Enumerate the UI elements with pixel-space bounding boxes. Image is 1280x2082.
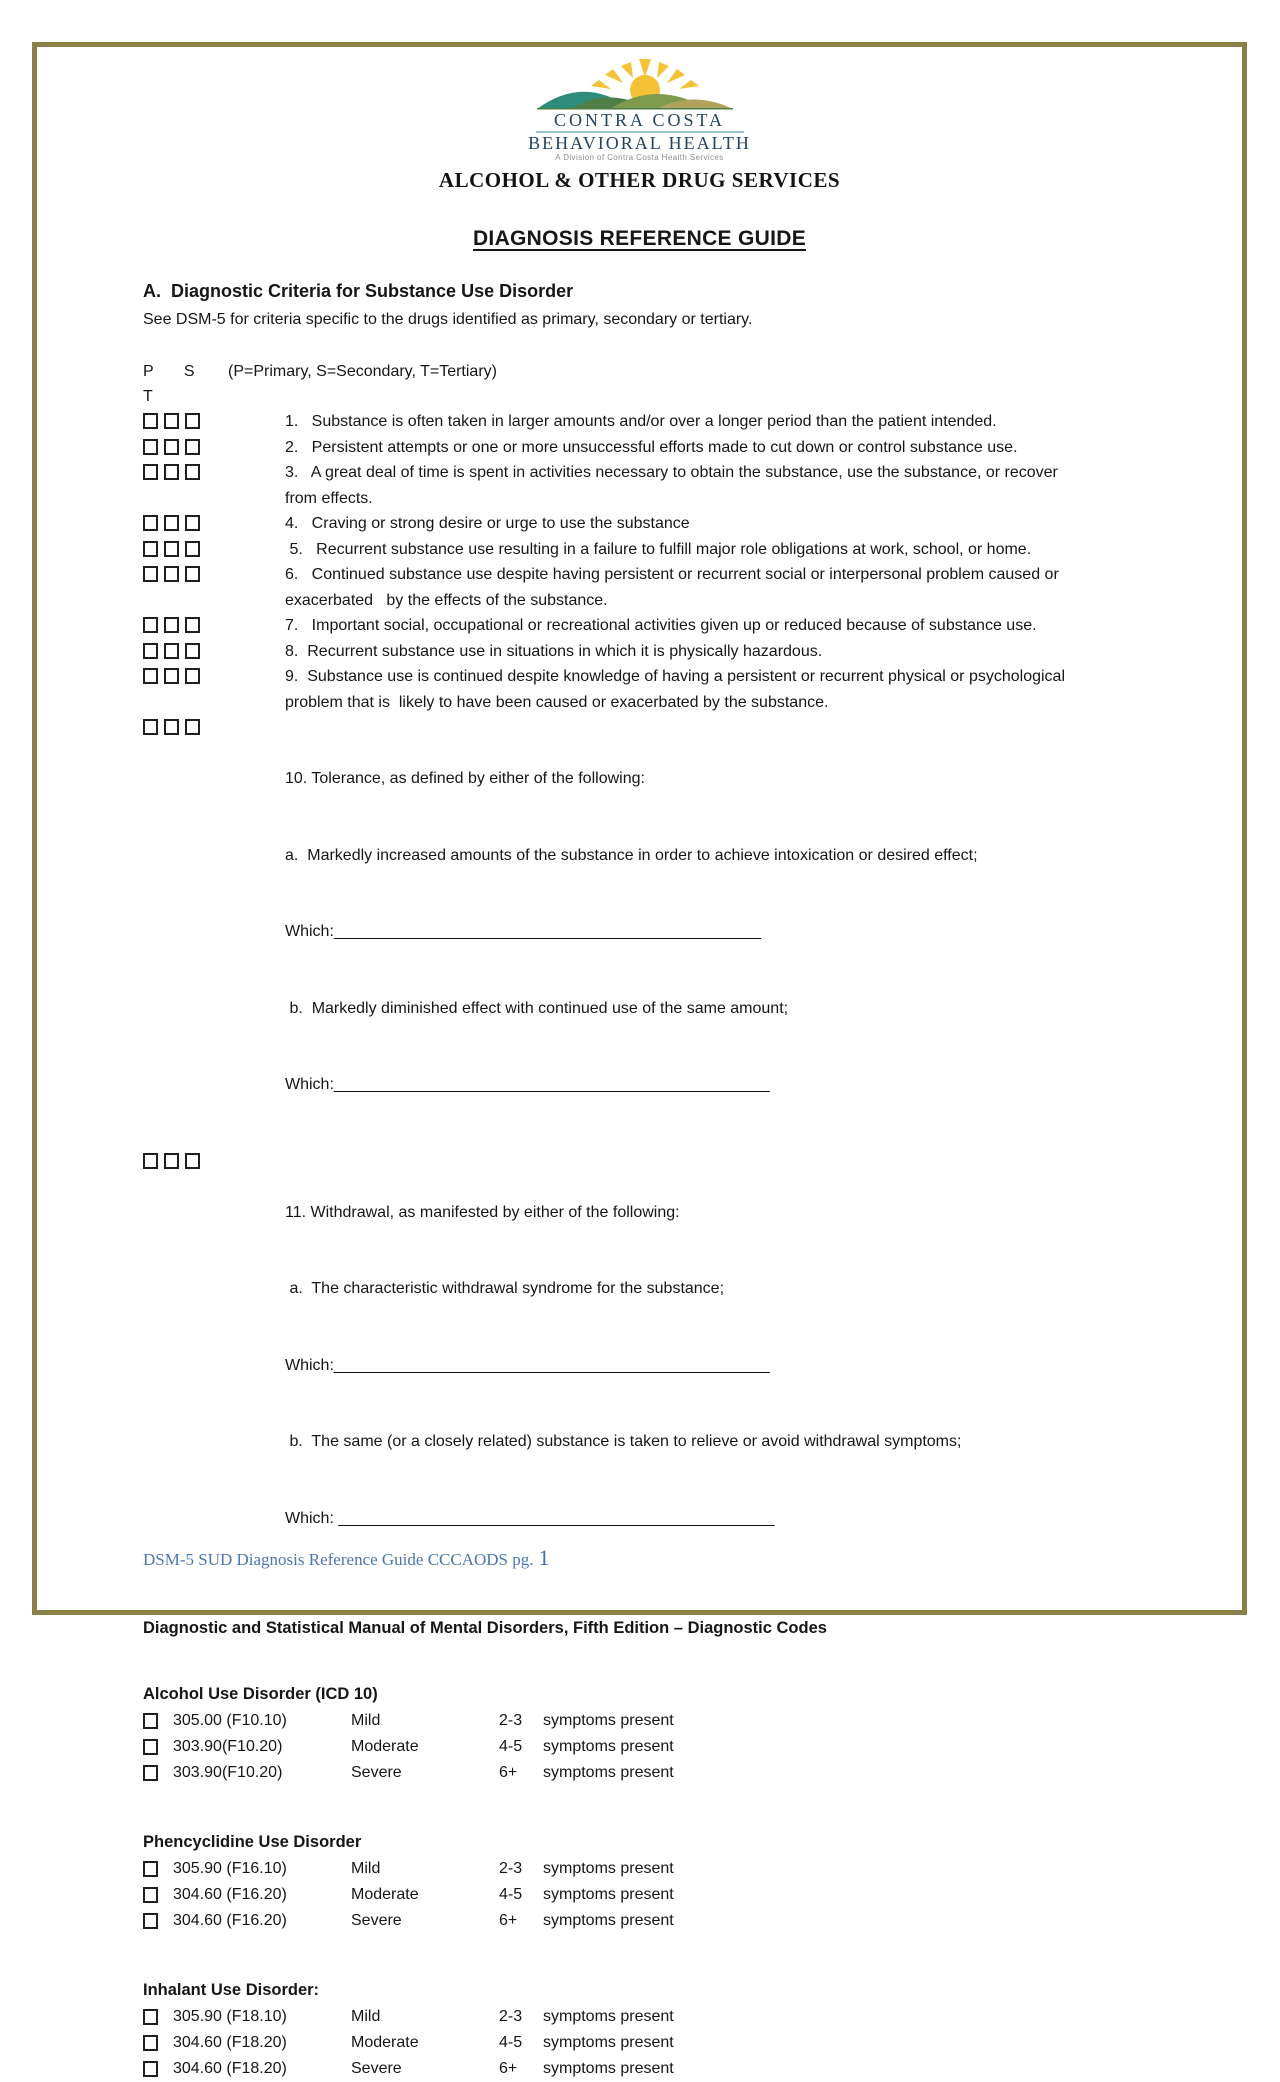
criterion-text: 1. Substance is often taken in larger amounts and/or over a longer period than the patient intended. xyxy=(285,413,997,430)
checkbox-p[interactable] xyxy=(143,515,158,531)
checkbox-p[interactable] xyxy=(143,668,158,684)
severity-label: Moderate xyxy=(351,2034,419,2051)
severity-label: Mild xyxy=(351,1860,381,1877)
severity-label: Mild xyxy=(351,2008,381,2025)
symptom-note: symptoms present xyxy=(543,2008,674,2025)
page-title: DIAGNOSIS REFERENCE GUIDE xyxy=(472,227,807,250)
criterion-text: 8. Recurrent substance use in situations in which it is physically hazardous. xyxy=(285,642,823,660)
symptom-note: symptoms present xyxy=(543,2060,674,2077)
code-value: 304.60 (F16.20) xyxy=(173,1912,287,1929)
symptom-count: 4-5 xyxy=(499,1738,523,1755)
criterion-row xyxy=(143,639,1173,665)
checkbox-t[interactable] xyxy=(185,439,200,455)
code-row xyxy=(143,2004,1173,2030)
code-checkbox[interactable] xyxy=(143,2035,158,2051)
header xyxy=(37,59,1242,193)
which-blank-line[interactable]: Which: _________________________________________________ xyxy=(285,1509,775,1527)
code-value: 303.90(F10.20) xyxy=(173,1764,283,1781)
severity-label: Moderate xyxy=(351,1886,419,1903)
criterion-text xyxy=(285,715,1085,1149)
checkbox-t[interactable] xyxy=(185,719,200,735)
code-rows xyxy=(143,2004,1173,2082)
criterion-main: 11. Withdrawal, as manifested by either of the following: xyxy=(285,1203,680,1221)
pst-checkbox-group xyxy=(143,715,285,735)
severity-label: Severe xyxy=(351,1764,402,1781)
checkbox-s[interactable] xyxy=(164,515,179,531)
which-blank-line[interactable]: Which:_________________________________________________ xyxy=(285,1356,770,1374)
codes-heading: Diagnostic and Statistical Manual of Mental Disorders, Fifth Edition – Diagnostic Codes xyxy=(143,1619,827,1637)
checkbox-t[interactable] xyxy=(185,464,200,480)
symptom-count: 6+ xyxy=(499,2060,518,2077)
checkbox-p[interactable] xyxy=(143,541,158,557)
pst-checkbox-group xyxy=(143,639,285,659)
code-rows xyxy=(143,1708,1173,1786)
checkbox-s[interactable] xyxy=(164,566,179,582)
symptom-count: 6+ xyxy=(499,1764,518,1781)
criterion-row xyxy=(143,1149,1173,1583)
logo-line2: BEHAVIORAL HEALTH xyxy=(528,133,751,153)
code-row xyxy=(143,1734,1173,1760)
pst-checkbox-group xyxy=(143,435,285,455)
code-row xyxy=(143,1708,1173,1734)
criterion-sub-a: a. The characteristic withdrawal syndrome for the substance; xyxy=(285,1280,725,1297)
logo-tagline: A Division of Contra Costa Health Services xyxy=(555,153,724,162)
symptom-note: symptoms present xyxy=(543,1886,674,1903)
code-checkbox[interactable] xyxy=(143,1887,158,1903)
page-footer xyxy=(143,1545,550,1571)
criterion-text: 4. Craving or strong desire or urge to use the substance xyxy=(285,515,690,532)
symptom-count: 4-5 xyxy=(499,2034,523,2051)
symptom-note: symptoms present xyxy=(543,2034,674,2051)
code-row xyxy=(143,1882,1173,1908)
code-row xyxy=(143,2056,1173,2082)
code-value: 304.60 (F18.20) xyxy=(173,2034,287,2051)
code-row xyxy=(143,1760,1173,1786)
pst-legend-line xyxy=(143,359,1173,409)
symptom-count: 2-3 xyxy=(499,2008,523,2025)
severity-label: Severe xyxy=(351,2060,402,2077)
code-rows xyxy=(143,1856,1173,1934)
code-section-title-inhalant: Inhalant Use Disorder: xyxy=(143,1981,320,1999)
severity-label: Mild xyxy=(351,1712,381,1729)
symptom-note: symptoms present xyxy=(543,1912,674,1929)
checkbox-s[interactable] xyxy=(164,1153,179,1169)
code-value: 305.90 (F18.10) xyxy=(173,2008,287,2025)
pst-checkbox-group xyxy=(143,562,285,582)
checkbox-p[interactable] xyxy=(143,643,158,659)
code-value: 304.60 (F16.20) xyxy=(173,1886,287,1903)
contra-costa-logo-icon xyxy=(525,59,755,111)
checkbox-t[interactable] xyxy=(185,541,200,557)
checkbox-t[interactable] xyxy=(185,668,200,684)
checkbox-p[interactable] xyxy=(143,566,158,582)
code-value: 303.90(F10.20) xyxy=(173,1738,283,1755)
symptom-count: 6+ xyxy=(499,1912,518,1929)
checkbox-p[interactable] xyxy=(143,1153,158,1169)
symptom-note: symptoms present xyxy=(543,1738,674,1755)
criterion-row xyxy=(143,715,1173,1149)
criterion-text: 7. Important social, occupational or recreational activities given up or reduced because of substance use. xyxy=(285,617,1037,634)
code-value: 304.60 (F18.20) xyxy=(173,2060,287,2077)
criterion-text: 2. Persistent attempts or one or more unsuccessful efforts made to cut down or control substance use. xyxy=(285,438,1018,456)
footer-text: DSM-5 SUD Diagnosis Reference Guide CCCAODS pg. xyxy=(143,1550,534,1569)
checkbox-s[interactable] xyxy=(164,719,179,735)
code-row xyxy=(143,1908,1173,1934)
criterion-row xyxy=(143,562,1173,613)
code-section-title-phencyclidine: Phencyclidine Use Disorder xyxy=(143,1833,362,1851)
checkbox-s[interactable] xyxy=(164,668,179,684)
criterion-text: 9. Substance use is continued despite knowledge of having a persistent or recurrent physical or psychological problem that is likely to have been caused or exacerbated by the substance. xyxy=(285,668,1070,711)
section-a-heading: A. Diagnostic Criteria for Substance Use Disorder xyxy=(143,281,574,301)
checkbox-p[interactable] xyxy=(143,413,158,429)
criterion-text xyxy=(285,1149,1085,1583)
checkbox-t[interactable] xyxy=(185,643,200,659)
criterion-row xyxy=(143,613,1173,639)
criterion-row xyxy=(143,664,1173,715)
page-number: 1 xyxy=(538,1545,550,1570)
code-checkbox[interactable] xyxy=(143,1713,158,1729)
pst-letters: P S T xyxy=(143,363,208,405)
checkbox-s[interactable] xyxy=(164,541,179,557)
symptom-count: 2-3 xyxy=(499,1860,523,1877)
pst-checkbox-group xyxy=(143,613,285,633)
severity-label: Moderate xyxy=(351,1738,419,1755)
logo-line1: CONTRA COSTA xyxy=(553,110,726,130)
criterion-text: 3. A great deal of time is spent in activities necessary to obtain the substance, use the substance, or recover from effects. xyxy=(285,464,1063,507)
code-checkbox[interactable] xyxy=(143,1739,158,1755)
pst-checkbox-group xyxy=(143,409,285,429)
symptom-count: 4-5 xyxy=(499,1886,523,1903)
which-blank-line[interactable]: Which:________________________________________________ xyxy=(285,923,762,940)
code-section-title-alcohol: Alcohol Use Disorder (ICD 10) xyxy=(143,1685,378,1703)
pst-checkbox-group xyxy=(143,460,285,480)
checkbox-s[interactable] xyxy=(164,464,179,480)
criterion-row xyxy=(143,460,1173,511)
which-blank-line[interactable]: Which:_________________________________________________ xyxy=(285,1076,770,1093)
symptom-note: symptoms present xyxy=(543,1712,674,1729)
pst-checkbox-group xyxy=(143,537,285,557)
pst-checkbox-group xyxy=(143,511,285,531)
body-column xyxy=(143,281,1173,2082)
checkbox-p[interactable] xyxy=(143,439,158,455)
criterion-row xyxy=(143,409,1173,435)
checkbox-p[interactable] xyxy=(143,464,158,480)
code-checkbox[interactable] xyxy=(143,2009,158,2025)
criterion-sub-a: a. Markedly increased amounts of the substance in order to achieve intoxication or desired effect; xyxy=(285,846,978,864)
code-checkbox[interactable] xyxy=(143,1913,158,1929)
checkbox-p[interactable] xyxy=(143,719,158,735)
code-checkbox[interactable] xyxy=(143,1765,158,1781)
checkbox-t[interactable] xyxy=(185,515,200,531)
checkbox-s[interactable] xyxy=(164,413,179,429)
code-value: 305.00 (F10.10) xyxy=(173,1712,287,1729)
checkbox-s[interactable] xyxy=(164,617,179,633)
checkbox-s[interactable] xyxy=(164,643,179,659)
pst-legend: (P=Primary, S=Secondary, T=Tertiary) xyxy=(228,363,497,380)
code-checkbox[interactable] xyxy=(143,2061,158,2077)
checkbox-t[interactable] xyxy=(185,566,200,582)
checkbox-t[interactable] xyxy=(185,1153,200,1169)
checkbox-s[interactable] xyxy=(164,439,179,455)
checkbox-p[interactable] xyxy=(143,617,158,633)
criterion-sub-b: b. Markedly diminished effect with continued use of the same amount; xyxy=(285,999,789,1017)
criterion-text: 5. Recurrent substance use resulting in a failure to fulfill major role obligations at work, school, or home. xyxy=(285,540,1032,558)
code-value: 305.90 (F16.10) xyxy=(173,1860,287,1877)
pst-checkbox-group xyxy=(143,664,285,684)
criterion-sub-b: b. The same (or a closely related) substance is taken to relieve or avoid withdrawal symptoms; xyxy=(285,1433,962,1450)
code-row xyxy=(143,2030,1173,2056)
symptom-count: 2-3 xyxy=(499,1712,523,1729)
severity-label: Severe xyxy=(351,1912,402,1929)
page-frame xyxy=(32,42,1247,2077)
department-title: ALCOHOL & OTHER DRUG SERVICES xyxy=(438,168,841,192)
symptom-note: symptoms present xyxy=(543,1860,674,1877)
criterion-row xyxy=(143,435,1173,461)
code-row xyxy=(143,1856,1173,1882)
checkbox-t[interactable] xyxy=(185,413,200,429)
symptom-note: symptoms present xyxy=(543,1764,674,1781)
criterion-main: 10. Tolerance, as defined by either of the following: xyxy=(285,770,645,787)
code-checkbox[interactable] xyxy=(143,1861,158,1877)
criterion-text: 6. Continued substance use despite having persistent or recurrent social or interpersonal problem caused or exacerbated by the effects of the substance. xyxy=(285,566,1064,609)
criterion-row xyxy=(143,537,1173,563)
section-a-subtitle: See DSM-5 for criteria specific to the drugs identified as primary, secondary or tertiary. xyxy=(143,311,753,328)
criterion-row xyxy=(143,511,1173,537)
checkbox-t[interactable] xyxy=(185,617,200,633)
pst-checkbox-group xyxy=(143,1149,285,1169)
